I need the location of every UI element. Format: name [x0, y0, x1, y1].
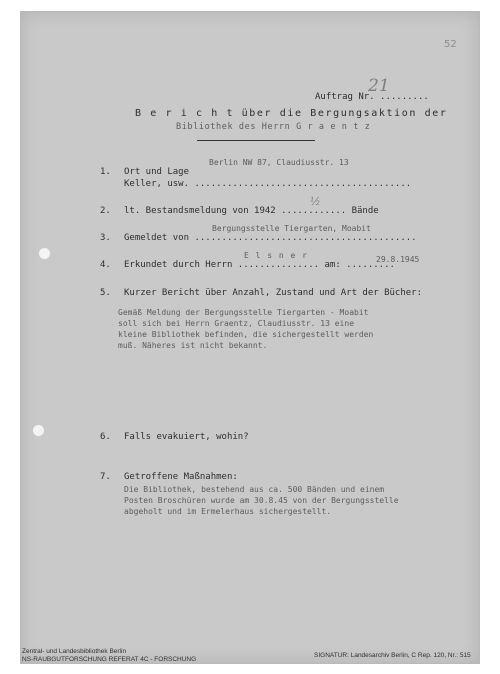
order-number: 21	[368, 76, 390, 96]
item-4-date: 29.8.1945	[376, 255, 420, 264]
item-6-number: 6.	[100, 432, 111, 442]
item-2-label: lt. Bestandsmeldung von 1942 ............ Bände	[124, 206, 379, 216]
page-number: 52	[444, 39, 457, 50]
title-underline	[197, 140, 315, 141]
item-1-value: Berlin NW 87, Claudiusstr. 13	[209, 158, 349, 167]
item-7-report-line-2: Posten Broschüren wurde am 30.8.45 von der Bergungsstelle	[124, 496, 399, 505]
item-6-label: Falls evakuiert, wohin?	[124, 432, 249, 442]
item-5-report-line-2: soll sich bei Herrn Graentz, Claudiusstr. 13 eine	[118, 319, 355, 328]
item-1-label-line2: Keller, usw. ........................................	[124, 179, 412, 189]
item-5-report-line-1: Gemäß Meldung der Bergungsstelle Tiergarten - Moabit	[118, 308, 369, 317]
item-7-number: 7.	[100, 472, 111, 482]
item-3-value: Bergungsstelle Tiergarten, Moabit	[212, 224, 371, 233]
item-3-number: 3.	[100, 233, 111, 243]
footer-department: NS-RAUBGUTFORSCHUNG REFERAT 4C - FORSCHUNG	[22, 656, 197, 663]
report-subtitle: Bibliothek des Herrn G r a e n t z	[176, 122, 371, 132]
item-5-number: 5.	[100, 288, 111, 298]
item-7-label: Getroffene Maßnahmen:	[124, 472, 238, 482]
punch-hole-lower	[33, 425, 44, 436]
footer-signature: SIGNATUR: Landesarchiv Berlin, C Rep. 120, Nr.: 515	[314, 652, 471, 659]
item-5-report-line-3: kleine Bibliothek befinden, die sichergestellt werden	[118, 330, 374, 339]
report-title: B e r i c h t über die Bergungsaktion der	[135, 108, 448, 119]
punch-hole-upper	[39, 248, 50, 259]
footer-institution: Zentral- und Landesbibliothek Berlin	[22, 648, 127, 655]
item-7-report-line-1: Die Bibliothek, bestehend aus ca. 500 Bänden und einem	[124, 485, 385, 494]
item-3-label: Gemeldet von .........................................	[124, 233, 417, 243]
item-1-label: Ort und Lage	[124, 167, 190, 177]
item-1-number: 1.	[100, 167, 111, 177]
item-5-label: Kurzer Bericht über Anzahl, Zustand und Art der Bücher:	[124, 288, 423, 298]
item-4-number: 4.	[100, 260, 111, 270]
item-5-report-line-4: muß. Näheres ist nicht bekannt.	[118, 341, 268, 350]
item-7-report-line-3: abgeholt und im Ermelerhaus sichergestellt.	[124, 507, 332, 516]
item-2-number: 2.	[100, 206, 111, 216]
item-2-value: ½	[310, 195, 321, 208]
order-label: Auftrag Nr. .........	[315, 92, 429, 102]
item-4-label: Erkundet durch Herrn ............... am: .........	[124, 260, 395, 270]
item-4-value: E l s n e r	[244, 251, 308, 260]
